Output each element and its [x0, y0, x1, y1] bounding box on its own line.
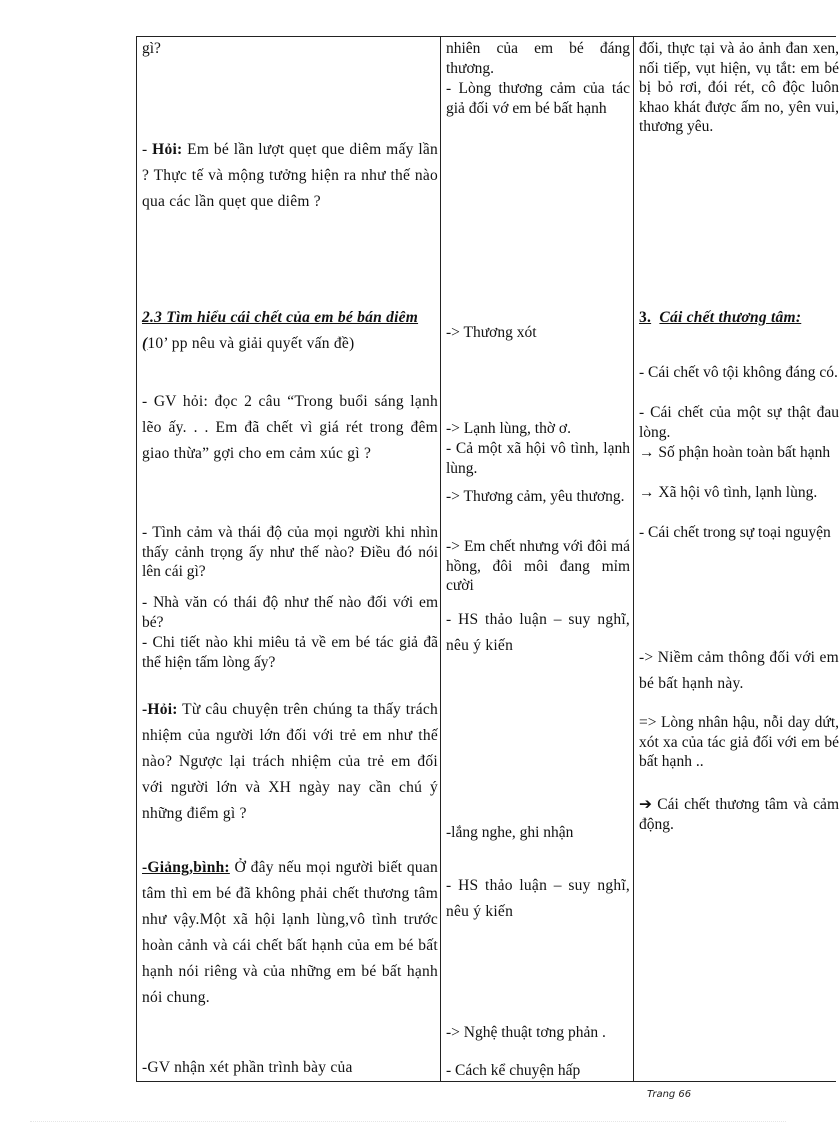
col2-top: nhiên của em bé đáng thương. — [446, 40, 630, 77]
note-fulfilled: - Cái chết trong sự toại nguyện — [639, 524, 831, 541]
question-matches: - Hỏi: Em bé lần lượt quẹt que diêm mấy lần ? Thực tế và mộng tưởng hiện ra như thế nào qua các lần quẹt que diêm ? — [142, 141, 438, 210]
question-detail: - Chi tiết nào khi miêu tả về em bé tác giả đã thể hiện tấm lòng ấy? — [142, 634, 438, 671]
commentary-text: Ở đây nếu mọi người biết quan tâm thì em bé đã không phải chết thương tâm như vậy.Một xã hội lạnh lùng,vô tình trước hoàn cảnh và cái chết bất hạnh của em bé bất hạnh nói riêng và của những em bé bất hạnh nói chung. — [142, 859, 438, 1006]
table-border-left — [136, 37, 137, 1081]
question-responsibility — [142, 697, 438, 827]
note-fate: → Số phận hoàn toàn bất hạnh — [639, 444, 831, 461]
question-text: Từ câu chuyện trên chúng ta thấy trách nhiệm của người lớn đối với trẻ em như thế nào? Ngược lại trách nhiệm của trẻ em đối với người lớn và XH ngày nay cần chú ý những điểm gì ? — [142, 701, 438, 822]
lesson-table — [136, 36, 839, 1082]
note-painful-truth: - Cái chết của một sự thật đau lòng. — [639, 404, 839, 441]
answer-pity: -> Thương xót — [446, 324, 537, 341]
section-2-3 — [142, 305, 438, 357]
table-border-col-2-3 — [633, 37, 634, 1081]
note-compassion: -> Niềm cảm thông đối với em bé bất hạnh này. — [639, 649, 839, 692]
answer-contrast: -> Nghệ thuật tơng phản . — [446, 1024, 606, 1041]
section-heading-text: Cái chết thương tâm: — [659, 309, 802, 326]
answer-discussion-2: - HS thảo luận – suy nghĩ, nêu ý kiến — [446, 877, 630, 920]
footer-divider — [30, 1121, 786, 1122]
answer-discussion-1: - HS thảo luận – suy nghĩ, nêu ý kiến — [446, 611, 630, 654]
student-activity-column — [446, 37, 630, 1081]
answer-narration: - Cách kể chuyện hấp — [446, 1062, 581, 1079]
section-title: 2.3 Tìm hiểu cái chết của em bé bán diêm ( — [142, 309, 419, 352]
section-number: 3. — [639, 309, 652, 326]
note-tragic-death: ➔ Cái chết thương tâm và cảm động. — [639, 796, 839, 833]
teacher-commentary — [142, 855, 438, 1011]
note-society: → Xã hội vô tình, lạnh lùng. — [639, 484, 818, 501]
note-innocent-death: - Cái chết vô tội không đáng có. — [639, 364, 838, 381]
page-number: Trang 66 — [647, 1089, 692, 1100]
teacher-activity-column — [142, 37, 438, 1081]
question-attitude: - Tình cảm và thái độ của mọi người khi nhìn thấy cảnh trọng ấy như thế nào? Điều đó nói lên cái gì? — [142, 524, 438, 580]
answer-cold: -> Lạnh lùng, thờ ơ. — [446, 420, 572, 437]
col1-top: gì? — [142, 40, 161, 57]
question-text: Em bé lần lượt quẹt que diêm mấy lần ? Thực tế và mộng tưởng hiện ra như thế nào qua các lần quẹt que diêm ? — [142, 141, 438, 210]
question-author-attitude: - Nhà văn có thái độ như thế nào đối với em bé? — [142, 594, 438, 631]
content-column — [639, 37, 839, 1081]
section-method: 10’ pp nêu và giải quyết vấn đề) — [147, 335, 355, 352]
answer-society: - Cả một xã hội vô tình, lạnh lùng. — [446, 440, 630, 477]
note-kindness: => Lòng nhân hậu, nỗi day dứt, xót xa của tác giả đối với em bé bất hạnh .. — [639, 714, 839, 770]
question-emotion: - GV hỏi: đọc 2 câu “Trong buổi sáng lạnh lẽo ấy. . . Em đã chết vì giá rét trong đêm giao thừa” gợi cho em cảm xúc gì ? — [142, 393, 438, 462]
table-border-col-1-2 — [440, 37, 441, 1081]
commentary-label: -Giảng,bình: — [142, 859, 230, 876]
col3-top: đối, thực tại và ảo ảnh đan xen, nối tiếp, vụt hiện, vụ tắt: em bé bị bỏ rơi, đói rét, cô độc luôn khao khát được ấm no, yên vui, thương yêu. — [639, 40, 839, 135]
question-label: -Hỏi: — [142, 701, 178, 718]
answer-smile: -> Em chết nhưng với đôi má hồng, đôi môi đang mỉm cười — [446, 538, 630, 594]
col1-last-line: -GV nhận xét phần trình bày của — [142, 1059, 353, 1076]
answer-sympathy: -> Thương cảm, yêu thương. — [446, 488, 625, 505]
question-label: Hỏi: — [152, 141, 183, 158]
col2-top-2: - Lòng thương cảm của tác giả đối vớ em bé bất hạnh — [446, 80, 630, 117]
section-3-heading — [639, 305, 839, 331]
answer-listen: -lắng nghe, ghi nhận — [446, 824, 574, 841]
